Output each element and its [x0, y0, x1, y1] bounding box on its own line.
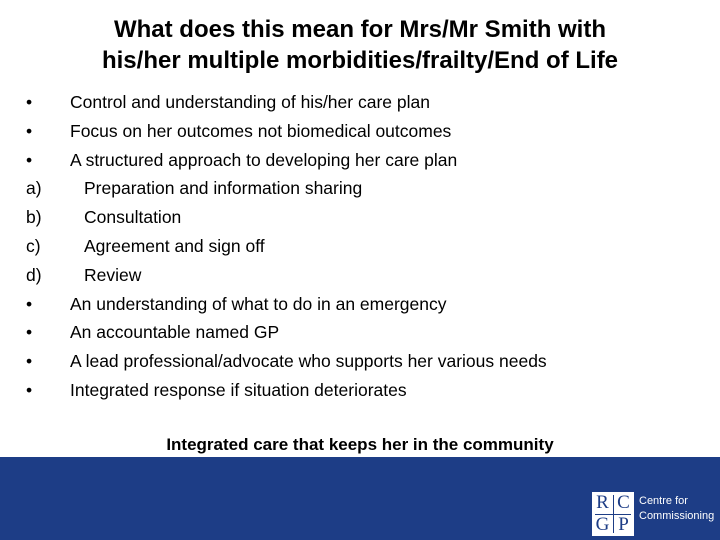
list-item [26, 203, 706, 232]
list-item-text: An understanding of what to do in an emergency [70, 293, 447, 314]
list-item-text: A lead professional/advocate who supports her various needs [70, 351, 547, 372]
list-item-text: Control and understanding of his/her care plan [70, 92, 430, 112]
list-item [26, 88, 706, 117]
bullet-marker: • [26, 351, 33, 372]
tagline: Integrated care that keeps her in the community [166, 435, 554, 454]
bullet-marker: • [26, 92, 33, 112]
list-item-text: Review [84, 264, 142, 285]
logo-letter: P [618, 514, 629, 535]
slide-title [20, 14, 700, 76]
list-item [26, 232, 706, 261]
title-line-1: What does this mean for Mrs/Mr Smith with [113, 16, 607, 43]
list-item-text: Integrated response if situation deteriorates [70, 379, 407, 400]
rcgp-logo-mark [592, 492, 634, 536]
org-name [639, 494, 715, 524]
list-item-text: An accountable named GP [70, 322, 280, 343]
letter-marker: a) [26, 178, 42, 199]
list-item [26, 347, 706, 376]
title-line-2: his/her multiple morbidities/frailty/End of Life [101, 47, 619, 74]
list-item-text: Focus on her outcomes not biomedical outcomes [70, 120, 452, 141]
list-item-text: Agreement and sign off [84, 235, 265, 256]
logo-divider [595, 514, 631, 515]
list-item-text: Preparation and information sharing [84, 178, 363, 199]
letter-marker: b) [26, 207, 42, 228]
rcgp-logo [592, 492, 715, 536]
logo-letter: C [617, 492, 630, 513]
bullet-marker: • [26, 379, 33, 400]
org-name-line-2: Commissioning [639, 510, 715, 522]
logo-letter: R [596, 492, 609, 513]
bullet-marker: • [26, 322, 33, 343]
letter-marker: d) [26, 264, 42, 285]
list-item [26, 117, 706, 146]
list-item [26, 290, 706, 319]
list-item-text: A structured approach to developing her care plan [70, 149, 458, 170]
footer-band [0, 457, 720, 540]
list-item [26, 146, 706, 175]
list-item [26, 261, 706, 290]
bullet-marker: • [26, 120, 33, 141]
bullet-marker: • [26, 293, 33, 314]
list-item-text: Consultation [84, 207, 182, 228]
list-item [26, 174, 706, 203]
bullet-marker: • [26, 149, 33, 170]
bullet-list [26, 88, 706, 405]
org-name-line-1: Centre for [639, 495, 688, 507]
letter-marker: c) [26, 235, 41, 256]
list-item [26, 318, 706, 347]
list-item [26, 376, 706, 405]
logo-letter: G [595, 514, 610, 535]
